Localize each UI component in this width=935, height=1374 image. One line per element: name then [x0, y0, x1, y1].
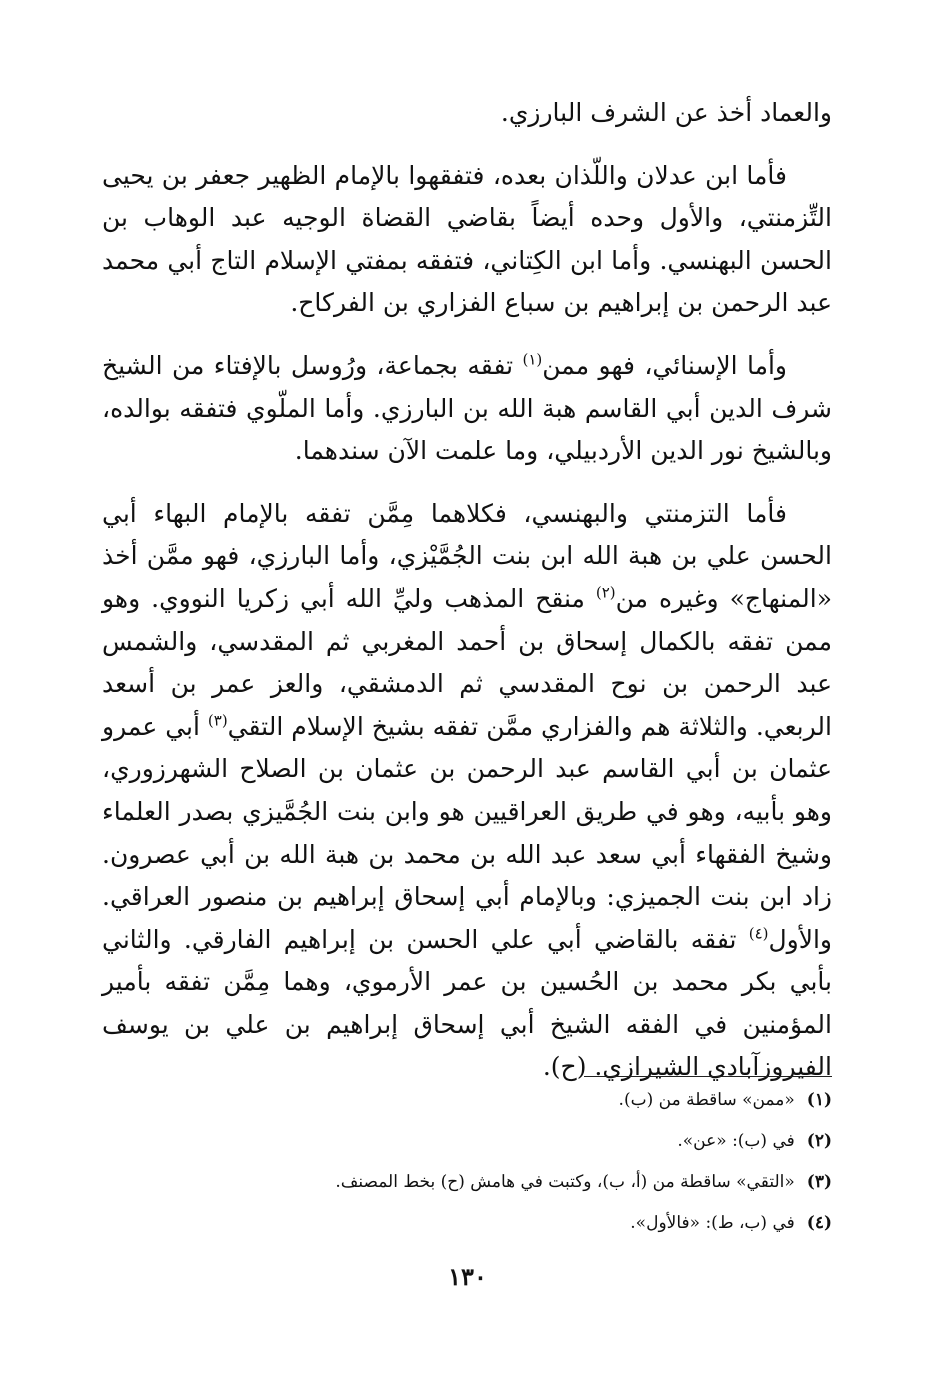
paragraph-4-text-c: أبي عمرو عثمان بن أبي القاسم عبد الرحمن بن عثمان بن الصلاح الشهرزوري، وهو بأبيه، وهو في طريق العراقيين هو وابن بنت الجُمَّيزي بصدر العلماء وشيخ الفقهاء أبي سعد عبد الله بن محمد بن هبة الله بن أبي عصرون. زاد ابن بنت الجميزي: وبالإمام أبي إسحاق إبراهيم بن منصور العراقي. والأول	[102, 711, 832, 954]
footnote-divider	[584, 1076, 832, 1077]
footnote-number: (٤)	[806, 1213, 832, 1233]
paragraph-1-text: والعماد أخذ عن الشرف البارزي.	[500, 98, 832, 127]
page-number: ١٣٠	[448, 1262, 487, 1291]
footnote-ref-2[interactable]: (٢)	[595, 583, 616, 602]
footnote-text: «ممن» ساقطة من (ب).	[618, 1090, 795, 1110]
footnote-number: (١)	[806, 1090, 832, 1110]
paragraph-4-text-d: تفقه بالقاضي أبي علي الحسن بن إبراهيم الفارقي. والثاني بأبي بكر محمد بن الحُسين بن عمر الأرموي، وهما مِمَّن تفقه بأمير المؤمنين في الفقه الشيخ أبي إسحاق إبراهيم بن علي بن يوسف الفيروزآبادي الشيرازي. (ح).	[102, 924, 832, 1082]
paragraph-4-text-a: فأما التزمنتي والبهنسي، فكلاهما مِمَّن تفقه بالإمام البهاء أبي الحسن علي بن هبة الله ابن بنت الجُمَّيْزي، وأما البارزي، فهو ممَّن أخذ «المنهاج» وغيره من	[102, 498, 832, 613]
footnote-4	[102, 1203, 832, 1244]
main-text	[102, 92, 832, 1109]
footnote-number: (٢)	[806, 1131, 832, 1151]
paragraph-2-text: فأما ابن عدلان واللّذان بعده، فتفقهوا بالإمام الظهير جعفر بن يحيى التِّزمنتي، والأول وحده أيضاً بقاضي القضاة الوجيه عبد الوهاب بن الحسن البهنسي. وأما ابن الكِتاني، فتفقه بمفتي الإسلام التاج أبي محمد عبد الرحمن بن إبراهيم بن سباع الفزاري بن الفركاح.	[102, 160, 832, 318]
paragraph-1	[102, 92, 832, 135]
footnote-text: «التقي» ساقطة من (أ، ب)، وكتبت في هامش (ح) بخط المصنف.	[335, 1172, 795, 1192]
paragraph-3-text-a: وأما الإسنائي، فهو ممن	[542, 350, 787, 380]
footnote-1	[102, 1080, 832, 1121]
footnote-ref-4[interactable]: (٤)	[748, 924, 769, 943]
footnotes	[102, 1080, 832, 1244]
footnote-text: في (ب، ط): «فالأول».	[630, 1213, 795, 1233]
paragraph-4-text-b: منقح المذهب وليِّ الله أبي زكريا النووي. وهو ممن تفقه بالكمال إسحاق بن أحمد المغربي ثم المقدسي، والشمس عبد الرحمن بن نوح المقدسي ثم الدمشقي، والعز عمر بن أسعد الربعي. والثلاثة هم والفزاري ممَّن تفقه بشيخ الإسلام التقي	[102, 583, 832, 741]
paragraph-4	[102, 493, 832, 1089]
paragraph-2	[102, 155, 832, 325]
footnote-3	[102, 1162, 832, 1203]
footnote-ref-3[interactable]: (٣)	[207, 711, 228, 730]
footnote-number: (٣)	[806, 1172, 832, 1192]
paragraph-3	[102, 345, 832, 473]
footnote-text: في (ب): «عن».	[677, 1131, 795, 1151]
footnote-2	[102, 1121, 832, 1162]
paragraph-3-text-b: تفقه بجماعة، ورُوسل بالإفتاء من الشيخ شرف الدين أبي القاسم هبة الله بن البارزي. وأما الملّوي فتفقه بوالده، وبالشيخ نور الدين الأردبيلي، وما علمت الآن سندهما.	[102, 350, 832, 466]
footnote-ref-1[interactable]: (١)	[522, 350, 543, 369]
